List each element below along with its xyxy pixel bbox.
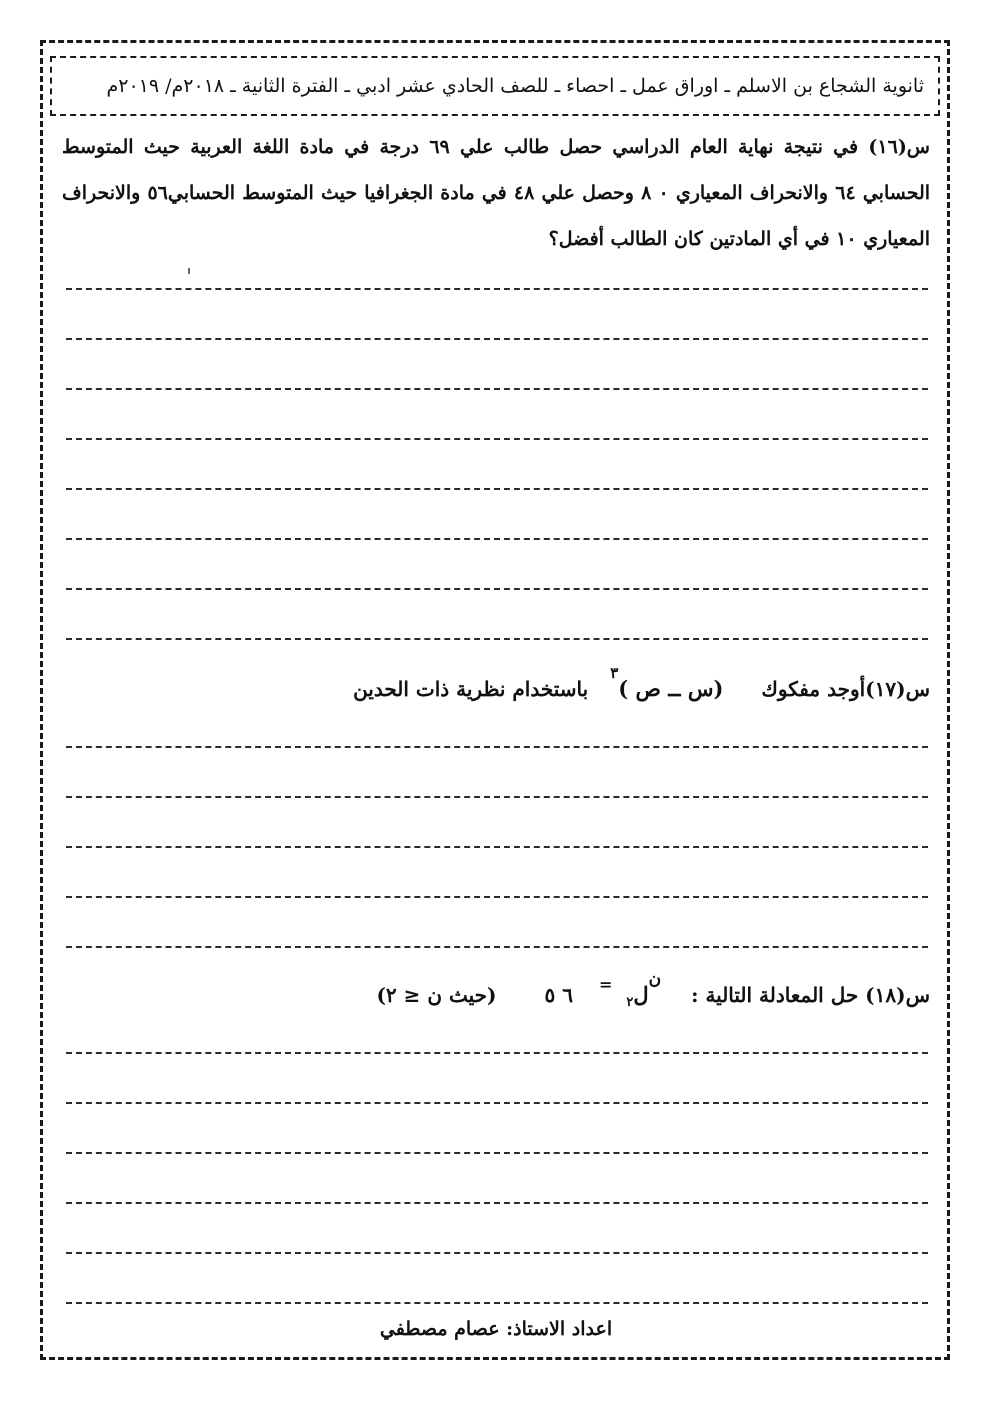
answer-line [66,896,928,898]
permutation-r: ٢ [626,995,634,1010]
answer-line [66,638,928,640]
answer-line [66,1302,928,1304]
permutation-n: ن [648,968,662,989]
footer-author: اعداد الاستاذ: عصام مصطفي [379,1318,613,1340]
binomial-expression: (س ــ ص ) [618,676,724,701]
answer-line [66,796,928,798]
equation-value: ٦ ٥ [544,982,573,1007]
answer-line [66,1052,928,1054]
answer-line [66,946,928,948]
stray-mark [188,268,190,274]
answer-line [66,388,928,390]
answer-line [66,588,928,590]
answer-line [66,288,928,290]
answer-line [66,846,928,848]
answer-line [66,488,928,490]
answer-line [66,746,928,748]
binomial-power: ٣ [610,663,619,682]
question-17-suffix: باستخدام نظرية ذات الحدين [353,676,589,701]
answer-line [66,1202,928,1204]
answer-line [66,338,928,340]
question-16: س(١٦) في نتيجة نهاية العام الدراسي حصل طالب علي ٦٩ درجة في مادة اللغة العربية حيث المتوسط الحسابي ٦٤ والانحراف المعياري ٠ ٨ وحصل علي ٤٨ في مادة الجغرافيا حيث المتوسط الحسابي٥٦ والانحراف المعياري ١٠ في أي المادتين كان الطالب أفضل؟ [62,136,931,250]
answer-line [66,1252,928,1254]
equals-sign: = [598,975,613,994]
question-17 [353,663,930,701]
permutation-l: ل [633,982,649,1007]
permutation-expression [626,968,662,1010]
question-17-prefix: س(١٧)أوجد مفكوك [761,676,930,701]
header-title: ثانوية الشجاع بن الاسلم ـ اوراق عمل ـ احصاء ـ للصف الحادي عشر ادبي ـ الفترة الثانية ـ ٢٠١٨م/ ٢٠١٩م [106,75,924,97]
answer-line [66,438,928,440]
header-box [50,56,940,116]
equation-condition: (حيث ن ≤ ٢) [376,982,497,1007]
answer-line [66,538,928,540]
answer-line [66,1102,928,1104]
question-18 [376,968,930,1010]
question-18-prefix: س(١٨) حل المعادلة التالية : [691,982,930,1007]
question-17-expression [610,663,724,701]
answer-line [66,1152,928,1154]
